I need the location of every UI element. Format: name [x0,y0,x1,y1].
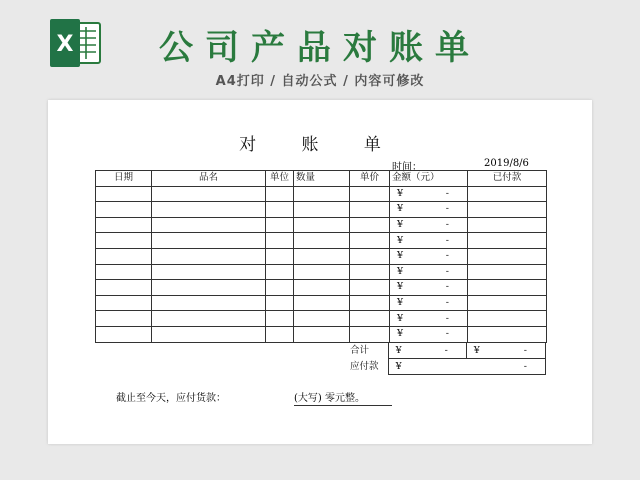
cell-amount[interactable] [390,202,468,218]
table-row [96,264,547,280]
cell-quantity[interactable] [294,311,350,327]
banner [0,0,640,100]
table-row [96,248,547,264]
col-header-product: 品名 [152,171,266,187]
cell-product[interactable] [152,264,266,280]
cell-quantity[interactable] [294,326,350,342]
cell-quantity[interactable] [294,280,350,296]
cell-paid[interactable] [468,202,547,218]
col-header-date: 日期 [96,171,152,187]
amount-value: - [445,219,449,231]
yen-sign: ¥ [397,187,404,199]
statement-title: 对 账 单 [239,135,401,155]
col-header-unit-price: 单价 [350,171,390,187]
col-header-paid: 已付款 [468,171,547,187]
payable-amount: - [523,361,527,372]
amount-value: - [445,187,449,199]
cell-product[interactable] [152,326,266,342]
cell-date[interactable] [96,311,152,327]
cell-unit[interactable] [266,202,294,218]
cell-unit[interactable] [266,186,294,202]
svg-text:X: X [56,32,74,57]
yen-sign: ¥ [397,234,404,246]
deadline-label: 截止至今天，应付货款： [116,393,226,404]
cell-date[interactable] [96,217,152,233]
yen-sign: ¥ [473,345,480,356]
yen-sign: ¥ [397,297,404,309]
table-row [96,326,547,342]
cell-product[interactable] [152,248,266,264]
cell-product[interactable] [152,217,266,233]
cell-quantity[interactable] [294,264,350,280]
cell-amount[interactable] [390,248,468,264]
total-label: 合计 [350,345,370,356]
statement-table [95,170,547,343]
cell-date[interactable] [96,186,152,202]
excel-icon [48,19,102,67]
cell-paid[interactable] [468,280,547,296]
cell-unit-price[interactable] [350,311,390,327]
table-row [96,233,547,249]
table-header-row [96,171,547,187]
total-amount-cell[interactable] [388,343,466,359]
statement-sheet [48,100,592,444]
cell-amount[interactable] [390,217,468,233]
cell-date[interactable] [96,233,152,249]
cell-product[interactable] [152,233,266,249]
yen-sign: ¥ [395,345,402,356]
table-row [96,280,547,296]
col-header-quantity: 数量 [294,171,350,187]
cell-product[interactable] [152,202,266,218]
cell-unit[interactable] [266,217,294,233]
cell-unit[interactable] [266,233,294,249]
cell-unit-price[interactable] [350,326,390,342]
table-row [96,186,547,202]
col-header-unit: 单位 [266,171,294,187]
cell-date[interactable] [96,295,152,311]
cell-unit[interactable] [266,264,294,280]
date-label: 时间： [392,162,422,173]
cell-unit-price[interactable] [350,233,390,249]
cell-product[interactable] [152,186,266,202]
total-row [348,343,546,359]
col-header-amount: 金额（元） [390,171,468,187]
cell-quantity[interactable] [294,202,350,218]
cell-unit-price[interactable] [350,202,390,218]
total-paid-cell[interactable] [466,343,545,359]
total-amount: - [444,345,448,356]
cell-unit-price[interactable] [350,295,390,311]
cell-amount[interactable] [390,186,468,202]
amount-value: - [445,328,449,340]
cell-unit-price[interactable] [350,217,390,233]
cell-unit-price[interactable] [350,264,390,280]
cell-unit[interactable] [266,295,294,311]
cell-unit[interactable] [266,326,294,342]
cell-paid[interactable] [468,311,547,327]
cell-paid[interactable] [468,264,547,280]
cell-amount[interactable] [390,280,468,296]
date-value[interactable]: 2019/8/6 [484,158,529,169]
table-row [96,217,547,233]
cell-paid[interactable] [468,233,547,249]
yen-sign: ¥ [395,361,402,372]
totals-table [348,342,546,375]
cell-paid[interactable] [468,295,547,311]
cell-unit-price[interactable] [350,248,390,264]
amount-in-words[interactable]: (大写) 零元整。 [294,389,392,406]
amount-value: - [445,297,449,309]
table-row [96,295,547,311]
amount-value: - [445,234,449,246]
amount-value: - [445,250,449,262]
yen-sign: ¥ [397,203,404,215]
cell-amount[interactable] [390,311,468,327]
cell-unit-price[interactable] [350,186,390,202]
payable-row [348,359,546,375]
cell-date[interactable] [96,202,152,218]
cell-paid[interactable] [468,186,547,202]
payable-label: 应付款 [350,361,379,372]
table-body [96,186,547,342]
amount-value: - [445,203,449,215]
yen-sign: ¥ [397,250,404,262]
cell-date[interactable] [96,264,152,280]
cell-paid[interactable] [468,248,547,264]
cell-product[interactable] [152,280,266,296]
amount-value: - [445,265,449,277]
cell-quantity[interactable] [294,217,350,233]
table-row [96,202,547,218]
cell-amount[interactable] [390,233,468,249]
cell-unit-price[interactable] [350,280,390,296]
cell-date[interactable] [96,326,152,342]
cell-date[interactable] [96,248,152,264]
cell-quantity[interactable] [294,248,350,264]
cell-amount[interactable] [390,264,468,280]
payable-amount-cell[interactable] [388,359,545,375]
cell-quantity[interactable] [294,295,350,311]
cell-paid[interactable] [468,326,547,342]
cell-unit[interactable] [266,311,294,327]
cell-date[interactable] [96,280,152,296]
cell-unit[interactable] [266,280,294,296]
cell-unit[interactable] [266,248,294,264]
cell-amount[interactable] [390,326,468,342]
yen-sign: ¥ [397,265,404,277]
banner-title: 公司产品对账单 [159,28,481,68]
cell-quantity[interactable] [294,186,350,202]
yen-sign: ¥ [397,312,404,324]
total-paid: - [523,345,527,356]
cell-paid[interactable] [468,217,547,233]
yen-sign: ¥ [397,219,404,231]
cell-amount[interactable] [390,295,468,311]
cell-quantity[interactable] [294,233,350,249]
cell-product[interactable] [152,311,266,327]
banner-subtitle: A4打印 / 自动公式 / 内容可修改 [215,74,425,89]
table-row [96,311,547,327]
cell-product[interactable] [152,295,266,311]
yen-sign: ¥ [397,328,404,340]
amount-value: - [445,312,449,324]
yen-sign: ¥ [397,281,404,293]
amount-value: - [445,281,449,293]
